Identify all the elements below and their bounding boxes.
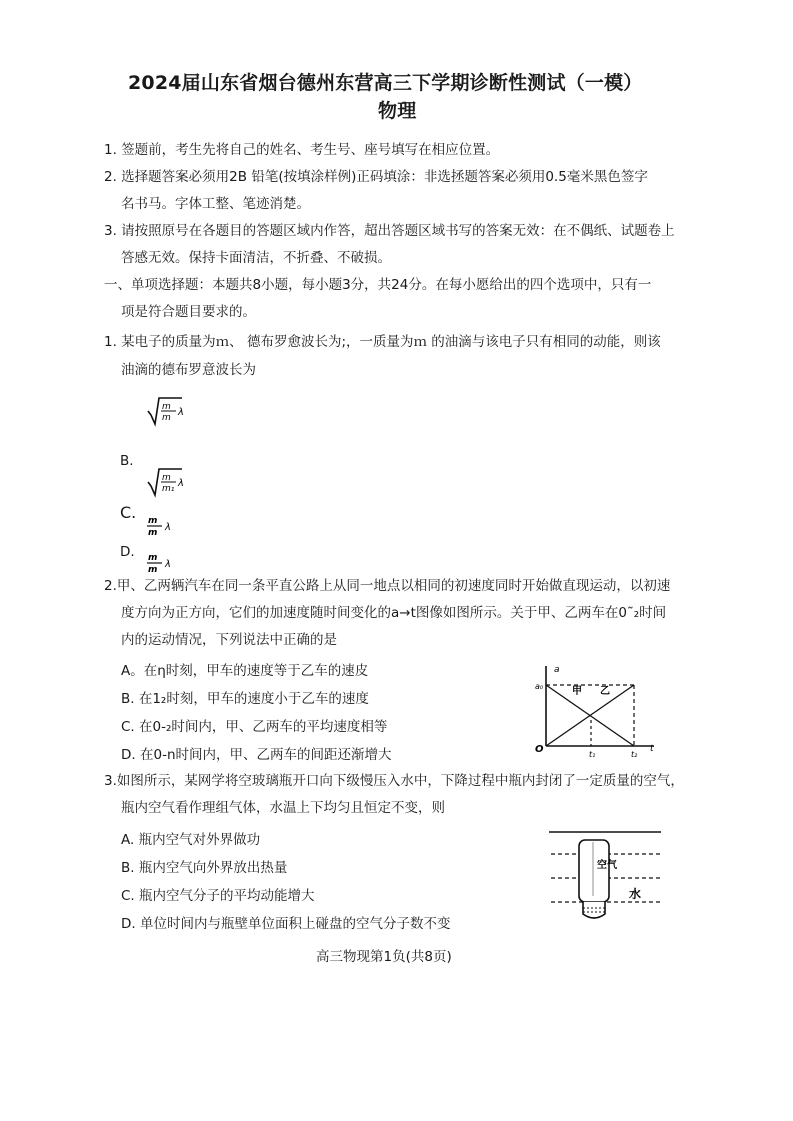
q1-option-c-label: C. [120, 503, 137, 522]
y-axis-label: a [554, 665, 560, 675]
question-2-stem-cont-2: 内的运动情况，下列说法中正确的是 [121, 632, 337, 648]
notice-line-2: 2. 选择题答案必须用2B 铅笔(按填涂样例)正码填涂：非选拯题答案必须用0.5毫米黑色签字 [104, 169, 648, 185]
question-2-stem-cont-1: 度方向为正方向，它们的加速度随时间变化的a→t图像如图所示。关于甲、乙两车在0˜₂时间 [121, 605, 667, 621]
q3-bottle-figure [545, 826, 665, 930]
q1-option-b-formula [146, 466, 188, 498]
t2-label: t₂ [631, 750, 638, 759]
a0-tick-label: a₀ [535, 682, 544, 691]
notice-line-3: 3. 请按照原号在各题目的答题区域内作答，超出答题区域书写的答案无效：在不偶纸、试题卷上 [104, 223, 675, 239]
q1-c-lambda: λ [165, 522, 171, 533]
notice-line-2-cont: 名书马。字体工整、笔迹消楚。 [121, 196, 310, 212]
x-axis-label: t [650, 744, 654, 754]
q2-option-d: D. 在0-n时间内，甲、乙两车的间距还渐增大 [121, 747, 392, 763]
q1-d-num: m [148, 553, 158, 563]
water-label: 水 [629, 887, 642, 901]
section-heading-cont: 项是符合题目要求的。 [121, 304, 256, 320]
q2-option-a: A。在η时刻，甲车的速度等于乙车的速皮 [121, 663, 369, 679]
q1-a-num: m [162, 402, 171, 412]
q1-option-b-label: B. [120, 453, 134, 469]
q1-a-lambda: λ [178, 407, 184, 418]
exam-title: 2024届山东省烟台德州东营高三下学期诊断性测试（一模） [128, 72, 643, 94]
notice-line-1: 1. 签题前，考生先将自己的姓名、考生号、座号填写在相应位置。 [104, 142, 500, 158]
q1-d-lambda: λ [165, 559, 171, 570]
yi-label: 乙 [600, 686, 610, 697]
q2-at-graph [530, 660, 662, 760]
q3-option-b: B. 瓶内空气向外界放出热量 [121, 860, 288, 876]
air-label: 空气 [597, 860, 617, 871]
q1-option-d-formula [146, 551, 182, 575]
q2-option-b: B. 在1₂时刻，甲车的速度小于乙车的速度 [121, 691, 369, 707]
q3-option-a: A. 瓶内空气对外界做功 [121, 832, 261, 848]
q1-b-lambda: λ [178, 478, 184, 489]
q1-c-den: m [148, 528, 158, 538]
question-2-stem: 2.甲、乙两辆汽车在同一条平直公路上从同一地点以相同的初速度同时开始做直现运动，以初速 [104, 578, 671, 594]
origin-label: O [535, 744, 544, 755]
question-1-stem-cont: 油滴的德布罗意波长为 [121, 362, 256, 378]
q1-c-num: m [148, 516, 158, 526]
question-1-stem: 1. 某电子的质量为ｍ、 德布罗愈波长为;，一质量为ｍ 的油滴与该电子只有相同的动能，则该 [104, 334, 661, 350]
question-3-stem: 3.如图所示，某网学将空玻璃瓶开口向下级慢压入水中，下降过程中瓶内封闭了一定质量的空气， [104, 773, 684, 789]
q1-option-c-formula [146, 514, 182, 538]
q1-d-den: m [148, 565, 158, 575]
q3-option-d: D. 单位时间内与瓶壁单位面积上碰盘的空气分子数不变 [121, 916, 451, 932]
jia-label: 甲 [572, 686, 582, 697]
bottle-body [579, 840, 609, 902]
q1-option-d-label: D. [120, 544, 135, 560]
q1-a-den: m [162, 413, 171, 423]
q1-option-a-formula [146, 395, 188, 427]
t1-label: t₁ [589, 750, 596, 759]
section-heading: 一、单项选择题：本题共8小题，每小题3分，共24分。在每小愿给出的四个选项中，只有一 [104, 277, 652, 293]
question-3-stem-cont: 瓶内空气看作理组气体，水温上下均匀且恒定不变，则 [121, 800, 445, 816]
q3-option-c: C. 瓶内空气分子的平均动能增大 [121, 888, 315, 904]
q1-b-den: m₁ [162, 484, 175, 494]
notice-line-3-cont: 答感无效。保持卡面清洁，不折叠、不破损。 [121, 250, 391, 266]
page-footer: 高三物现第1负(共8页) [316, 949, 452, 965]
subject-title: 物理 [378, 100, 417, 122]
q2-option-c: C. 在0-₂时间内，甲、乙两车的平均速度相等 [121, 719, 388, 735]
bottle-neck [583, 902, 605, 918]
q1-b-num: m [162, 473, 171, 483]
